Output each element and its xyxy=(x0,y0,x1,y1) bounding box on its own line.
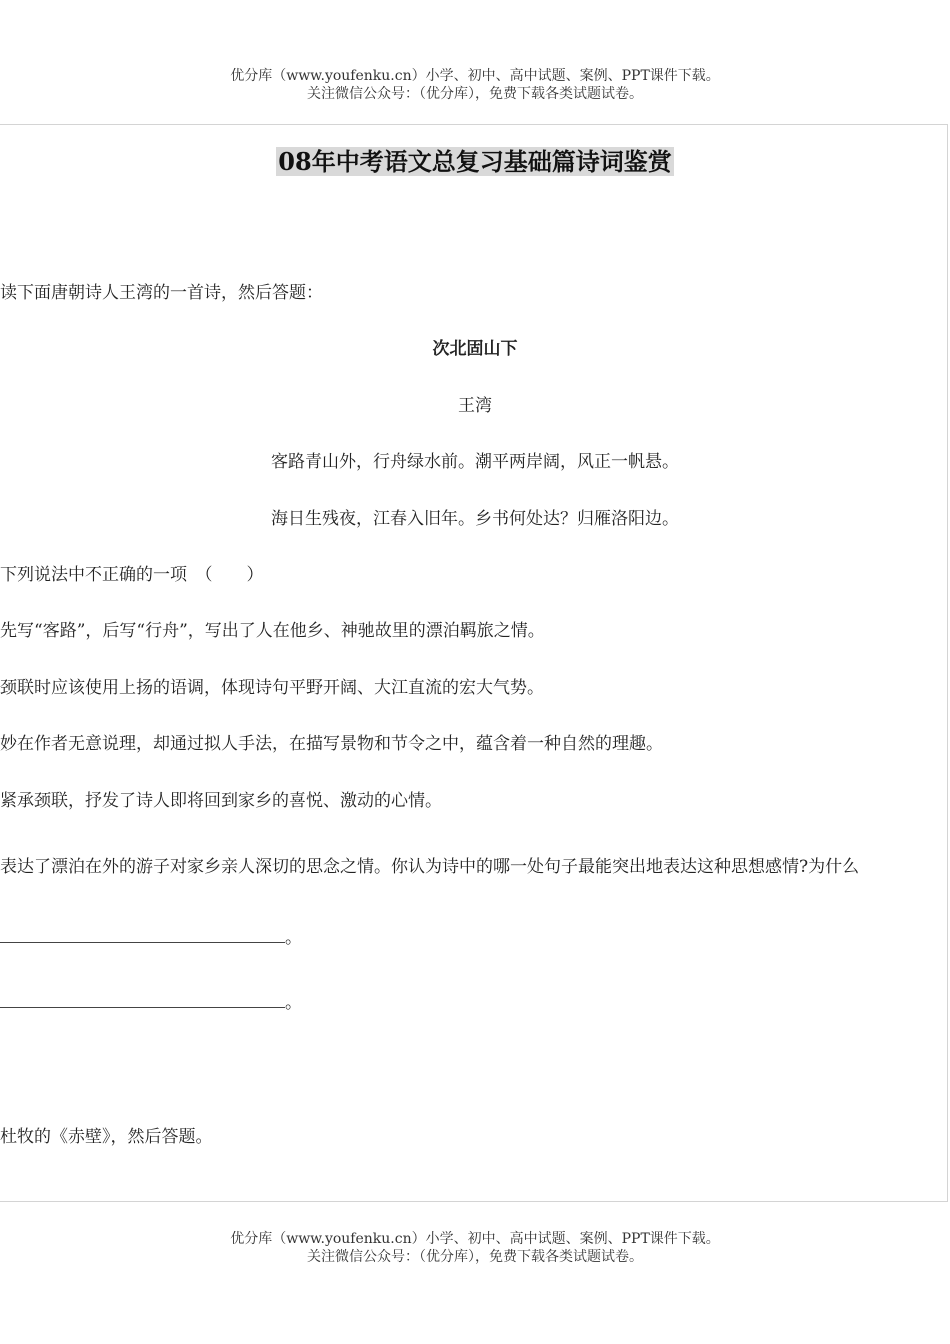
option-a: 先写“客路”，后写“行舟”，写出了人在他乡、神驰故里的漂泊羁旅之情。 xyxy=(0,621,545,641)
document-title-text: 08年中考语文总复习基础篇诗词鉴赏 xyxy=(278,147,672,176)
answer-blank-2[interactable] xyxy=(0,993,285,1008)
section-2-intro: 杜牧的《赤壁》，然后答题。 xyxy=(0,1127,213,1147)
poem-author: 王湾 xyxy=(458,396,492,416)
page-header xyxy=(0,67,950,103)
page-footer xyxy=(0,1230,950,1266)
question-1: 下列说法中不正确的一项 （ ） xyxy=(0,565,264,585)
footer-line-1: 优分库（www.youfenku.cn）小学、初中、高中试题、案例、PPT课件下载。 xyxy=(230,1231,720,1247)
intro-text: 读下面唐朝诗人王湾的一首诗，然后答题： xyxy=(0,283,323,303)
document-title xyxy=(0,148,950,176)
answer-line-2[interactable] xyxy=(0,993,302,1013)
poem-line-2: 海日生残夜，江春入旧年。乡书何处达？归雁洛阳边。 xyxy=(271,509,679,529)
question-2: 表达了漂泊在外的游子对家乡亲人深切的思念之情。你认为诗中的哪一处句子最能突出地表达这种思想感情?为什么 xyxy=(0,857,860,877)
answer-line-1-end: 。 xyxy=(285,928,302,948)
poem-line-1: 客路青山外，行舟绿水前。潮平两岸阔，风正一帆悬。 xyxy=(271,452,679,472)
header-line-2: 关注微信公众号：（优分库），免费下载各类试题试卷。 xyxy=(307,86,643,102)
header-line-1: 优分库（www.youfenku.cn）小学、初中、高中试题、案例、PPT课件下载。 xyxy=(230,68,720,84)
option-d: 紧承颈联，抒发了诗人即将回到家乡的喜悦、激动的心情。 xyxy=(0,791,442,811)
answer-line-2-end: 。 xyxy=(285,993,302,1013)
option-b: 颈联时应该使用上扬的语调，体现诗句平野开阔、大江直流的宏大气势。 xyxy=(0,678,544,698)
footer-line-2: 关注微信公众号：（优分库），免费下载各类试题试卷。 xyxy=(307,1249,643,1265)
poem-title: 次北固山下 xyxy=(432,339,518,359)
answer-blank-1[interactable] xyxy=(0,928,285,943)
option-c: 妙在作者无意说理，却通过拟人手法，在描写景物和节令之中，蕴含着一种自然的理趣。 xyxy=(0,734,663,754)
answer-line-1[interactable] xyxy=(0,928,302,948)
